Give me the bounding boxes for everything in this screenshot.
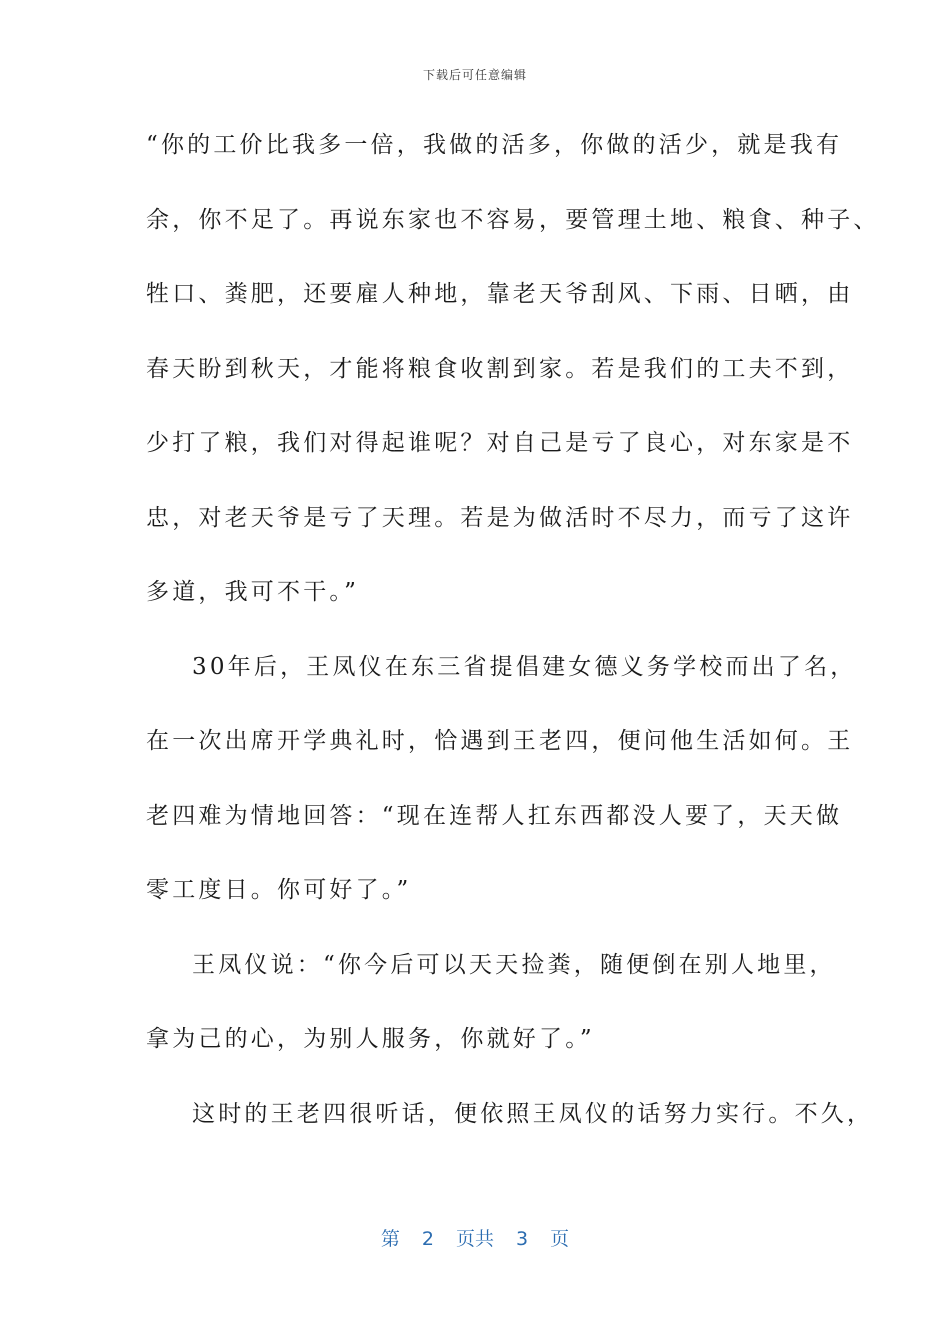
text-line: 春天盼到秋天，才能将粮食收割到家。若是我们的工夫不到， — [146, 355, 854, 382]
text-line: “你的工价比我多一倍，我做的活多，你做的活少，就是我有 — [146, 132, 843, 158]
text-line: 牲口、粪肥，还要雇人种地，靠老天爷刮风、下雨、日晒，由 — [146, 281, 854, 307]
text-line: 老四难为情地回答：“现在连帮人扛东西都没人要了，天天做 — [146, 802, 843, 829]
footer-prefix: 第 — [380, 1228, 400, 1250]
text-line: 多道，我可不干。” — [146, 579, 360, 605]
footer-suffix: 页 — [550, 1228, 570, 1250]
text-line: 少打了粮，我们对得起谁呢？对自己是亏了良心，对东家是不 — [146, 430, 854, 456]
footer-middle: 页共 — [455, 1228, 494, 1250]
text-line: 忠，对老天爷是亏了天理。若是为做活时不尽力，而亏了这许 — [146, 504, 854, 531]
page-footer — [0, 1224, 950, 1251]
text-line: 余，你不足了。再说东家也不容易，要管理土地、粮食、种子、 — [146, 206, 880, 233]
text-line: 在一次出席开学典礼时，恰遇到王老四，便问他生活如何。王 — [146, 728, 854, 754]
total-pages-number: 3 — [516, 1228, 529, 1250]
paragraph-start-line: 30年后，王凤仪在东三省提倡建女德义务学校而出了名， — [192, 653, 857, 680]
text-line: 拿为己的心，为别人服务，你就好了。” — [146, 1026, 595, 1052]
document-body — [146, 115, 880, 1158]
text-line: 零工度日。你可好了。” — [146, 877, 412, 903]
paragraph-start-line: 王凤仪说：“你今后可以天天捡粪，随便倒在别人地里， — [192, 951, 836, 978]
current-page-number: 2 — [421, 1228, 434, 1250]
paragraph-start-line: 这时的王老四很听话，便依照王凤仪的话努力实行。不久， — [192, 1100, 874, 1127]
page-header: 下载后可任意编辑 — [422, 68, 527, 82]
